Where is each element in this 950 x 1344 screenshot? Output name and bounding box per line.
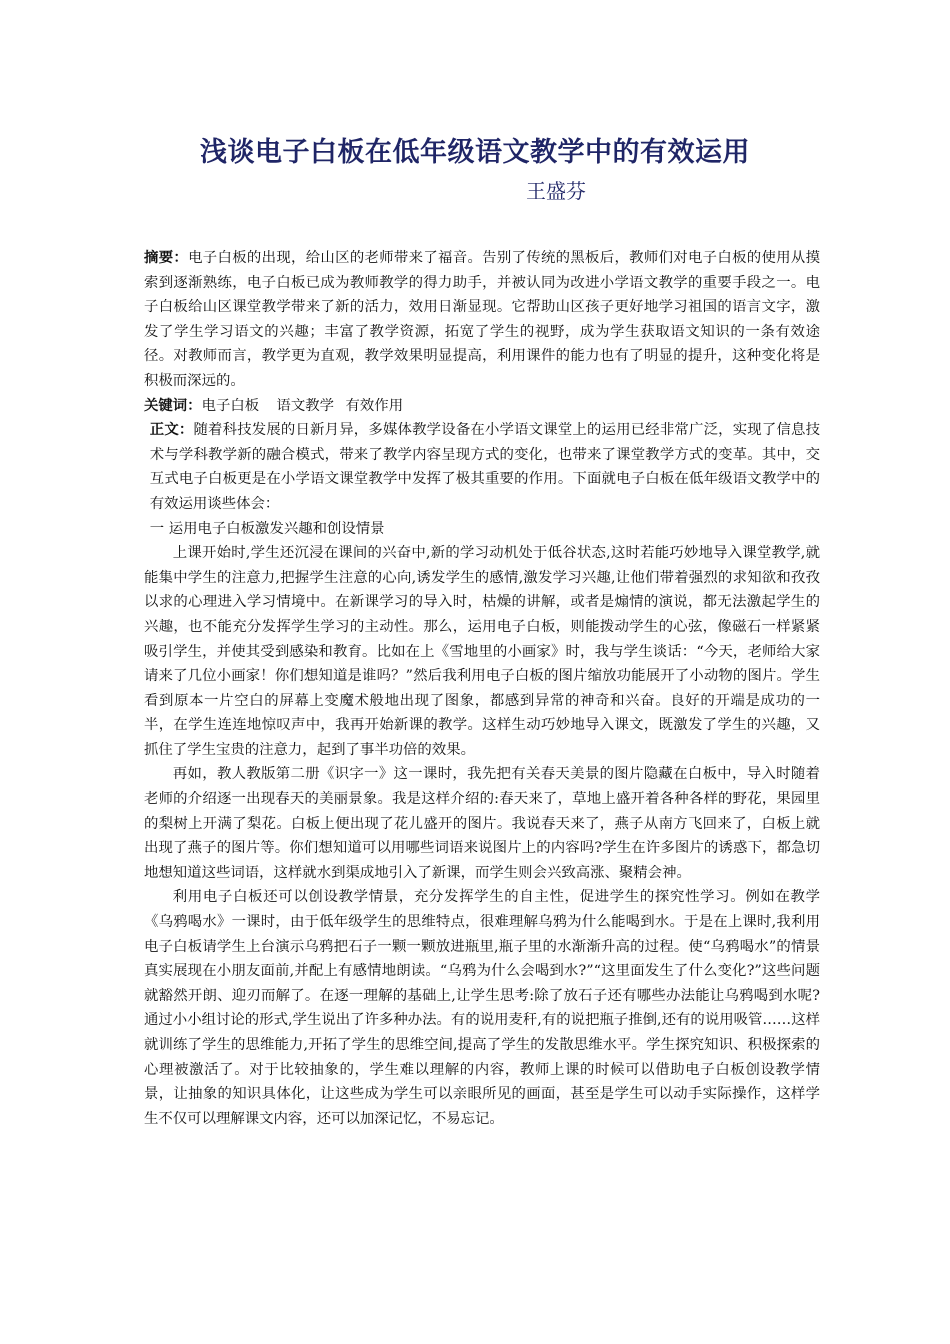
abstract-text: 电子白板的出现，给山区的老师带来了福音。告别了传统的黑板后，教师们对电子白板的使用从摸索到逐渐熟练，电子白板已成为教师教学的得力助手，并被认同为改进小学语文教学的重要手段之一。电子白板给山区课堂教学带来了新的活力，效用日渐显现。它帮助山区孩子更好地学习祖国的语言文字，激发了学生学习语文的兴趣；丰富了教学资源，拓宽了学生的视野，成为学生获取语文知识的一条有效途径。对教师而言，教学更为直观，教学效果明显提高，利用课件的能力也有了明显的提升，这种变化将是积极而深远的。 — [144, 250, 820, 389]
main-intro-paragraph — [144, 418, 820, 516]
body-paragraph: 上课开始时,学生还沉浸在课间的兴奋中,新的学习动机处于低谷状态,这时若能巧妙地导入课堂教学,就能集中学生的注意力,把握学生注意的心向,诱发学生的感情,激发学习兴趣,让他们带着强烈的求知欲和孜孜以求的心理进入学习情境中。在新课学习的导入时，枯燥的讲解，或者是煽情的演说，都无法激起学生的兴趣，也不能充分发挥学生学习的主动性。那么，运用电子白板，则能拨动学生的心弦，像磁石一样紧紧吸引学生，并使其受到感染和教育。比如在上《雪地里的小画家》时，我与学生谈话：“今天，老师给大家请来了几位小画家！你们想知道是谁吗？”然后我利用电子白板的图片缩放功能展开了小动物的图片。学生看到原本一片空白的屏幕上变魔术般地出现了图象，都感到异常的神奇和兴奋。良好的开端是成功的一半，在学生连连地惊叹声中，我再开始新课的教学。这样生动巧妙地导入课文，既激发了学生的兴趣，又抓住了学生宝贵的注意力，起到了事半功倍的效果。 — [144, 545, 820, 758]
main-label: 正文： — [149, 421, 194, 439]
keyword-item: 语文教学 — [276, 397, 334, 414]
document-author: 王盛芬 — [526, 179, 586, 203]
keyword-item: 有效作用 — [345, 397, 404, 414]
document-title: 浅谈电子白板在低年级语文教学中的有效运用 — [200, 137, 750, 168]
main-intro-text: 随着科技发展的日新月异，多媒体教学设备在小学语文课堂上的运用已经非常广泛，实现了信息技术与学科教学新的融合模式，带来了教学内容呈现方式的变化，也带来了课堂教学方式的变革。其中，交互式电子白板更是在小学语文课堂教学中发挥了极其重要的作用。下面就电子白板在低年级语文教学中的有效运用谈些体会： — [149, 422, 820, 512]
abstract-label: 摘要： — [144, 249, 189, 266]
keywords-label: 关键词： — [144, 396, 202, 414]
keywords-line — [144, 394, 820, 419]
abstract-paragraph — [144, 246, 820, 394]
document-body — [144, 246, 820, 1131]
keyword-item: 电子白板 — [201, 397, 260, 414]
body-paragraph: 再如，教人教版第二册《识字一》这一课时，我先把有关春天美景的图片隐藏在白板中，导入时随着老师的介绍逐一出现春天的美丽景象。我是这样介绍的:春天来了，草地上盛开着各种各样的野花，果园里的梨树上开满了梨花。白板上便出现了花儿盛开的图片。我说春天来了，燕子从南方飞回来了，白板上就出现了燕子的图片等。你们想知道可以用哪些词语来说图片上的内容吗?学生在许多图片的诱惑下，都急切地想知道这些词语，这样就水到渠成地引入了新课，而学生则会兴致高涨、聚精会神。 — [144, 766, 820, 881]
body-paragraph: 利用电子白板还可以创设教学情景，充分发挥学生的自主性，促进学生的探究性学习。例如在教学《乌鸦喝水》一课时，由于低年级学生的思维特点，很难理解乌鸦为什么能喝到水。于是在上课时,我利用电子白板请学生上台演示乌鸦把石子一颗一颗放进瓶里,瓶子里的水渐渐升高的过程。使“乌鸦喝水”的情景真实展现在小朋友面前,并配上有感情地朗读。“乌鸦为什么会喝到水?”“这里面发生了什么变化?”这些问题就豁然开朗、迎刃而解了。在逐一理解的基础上,让学生思考:除了放石子还有哪些办法能让乌鸦喝到水呢?通过小小组讨论的形式,学生说出了许多种办法。有的说用麦秆,有的说把瓶子推倒,还有的说用吸管……这样就训练了学生的思维能力,开拓了学生的思维空间,提高了学生的发散思维水平。学生探究知识、积极探索的心理被激活了。对于比较抽象的，学生难以理解的内容，教师上课的时候可以借助电子白板创设教学情景，让抽象的知识具体化，让这些成为学生可以亲眼所见的画面，甚至是学生可以动手实际操作，这样学生不仅可以理解课文内容，还可以加深记忆，不易忘记。 — [144, 889, 820, 1127]
section-heading: 一 运用电子白板激发兴趣和创设情景 — [149, 520, 385, 537]
